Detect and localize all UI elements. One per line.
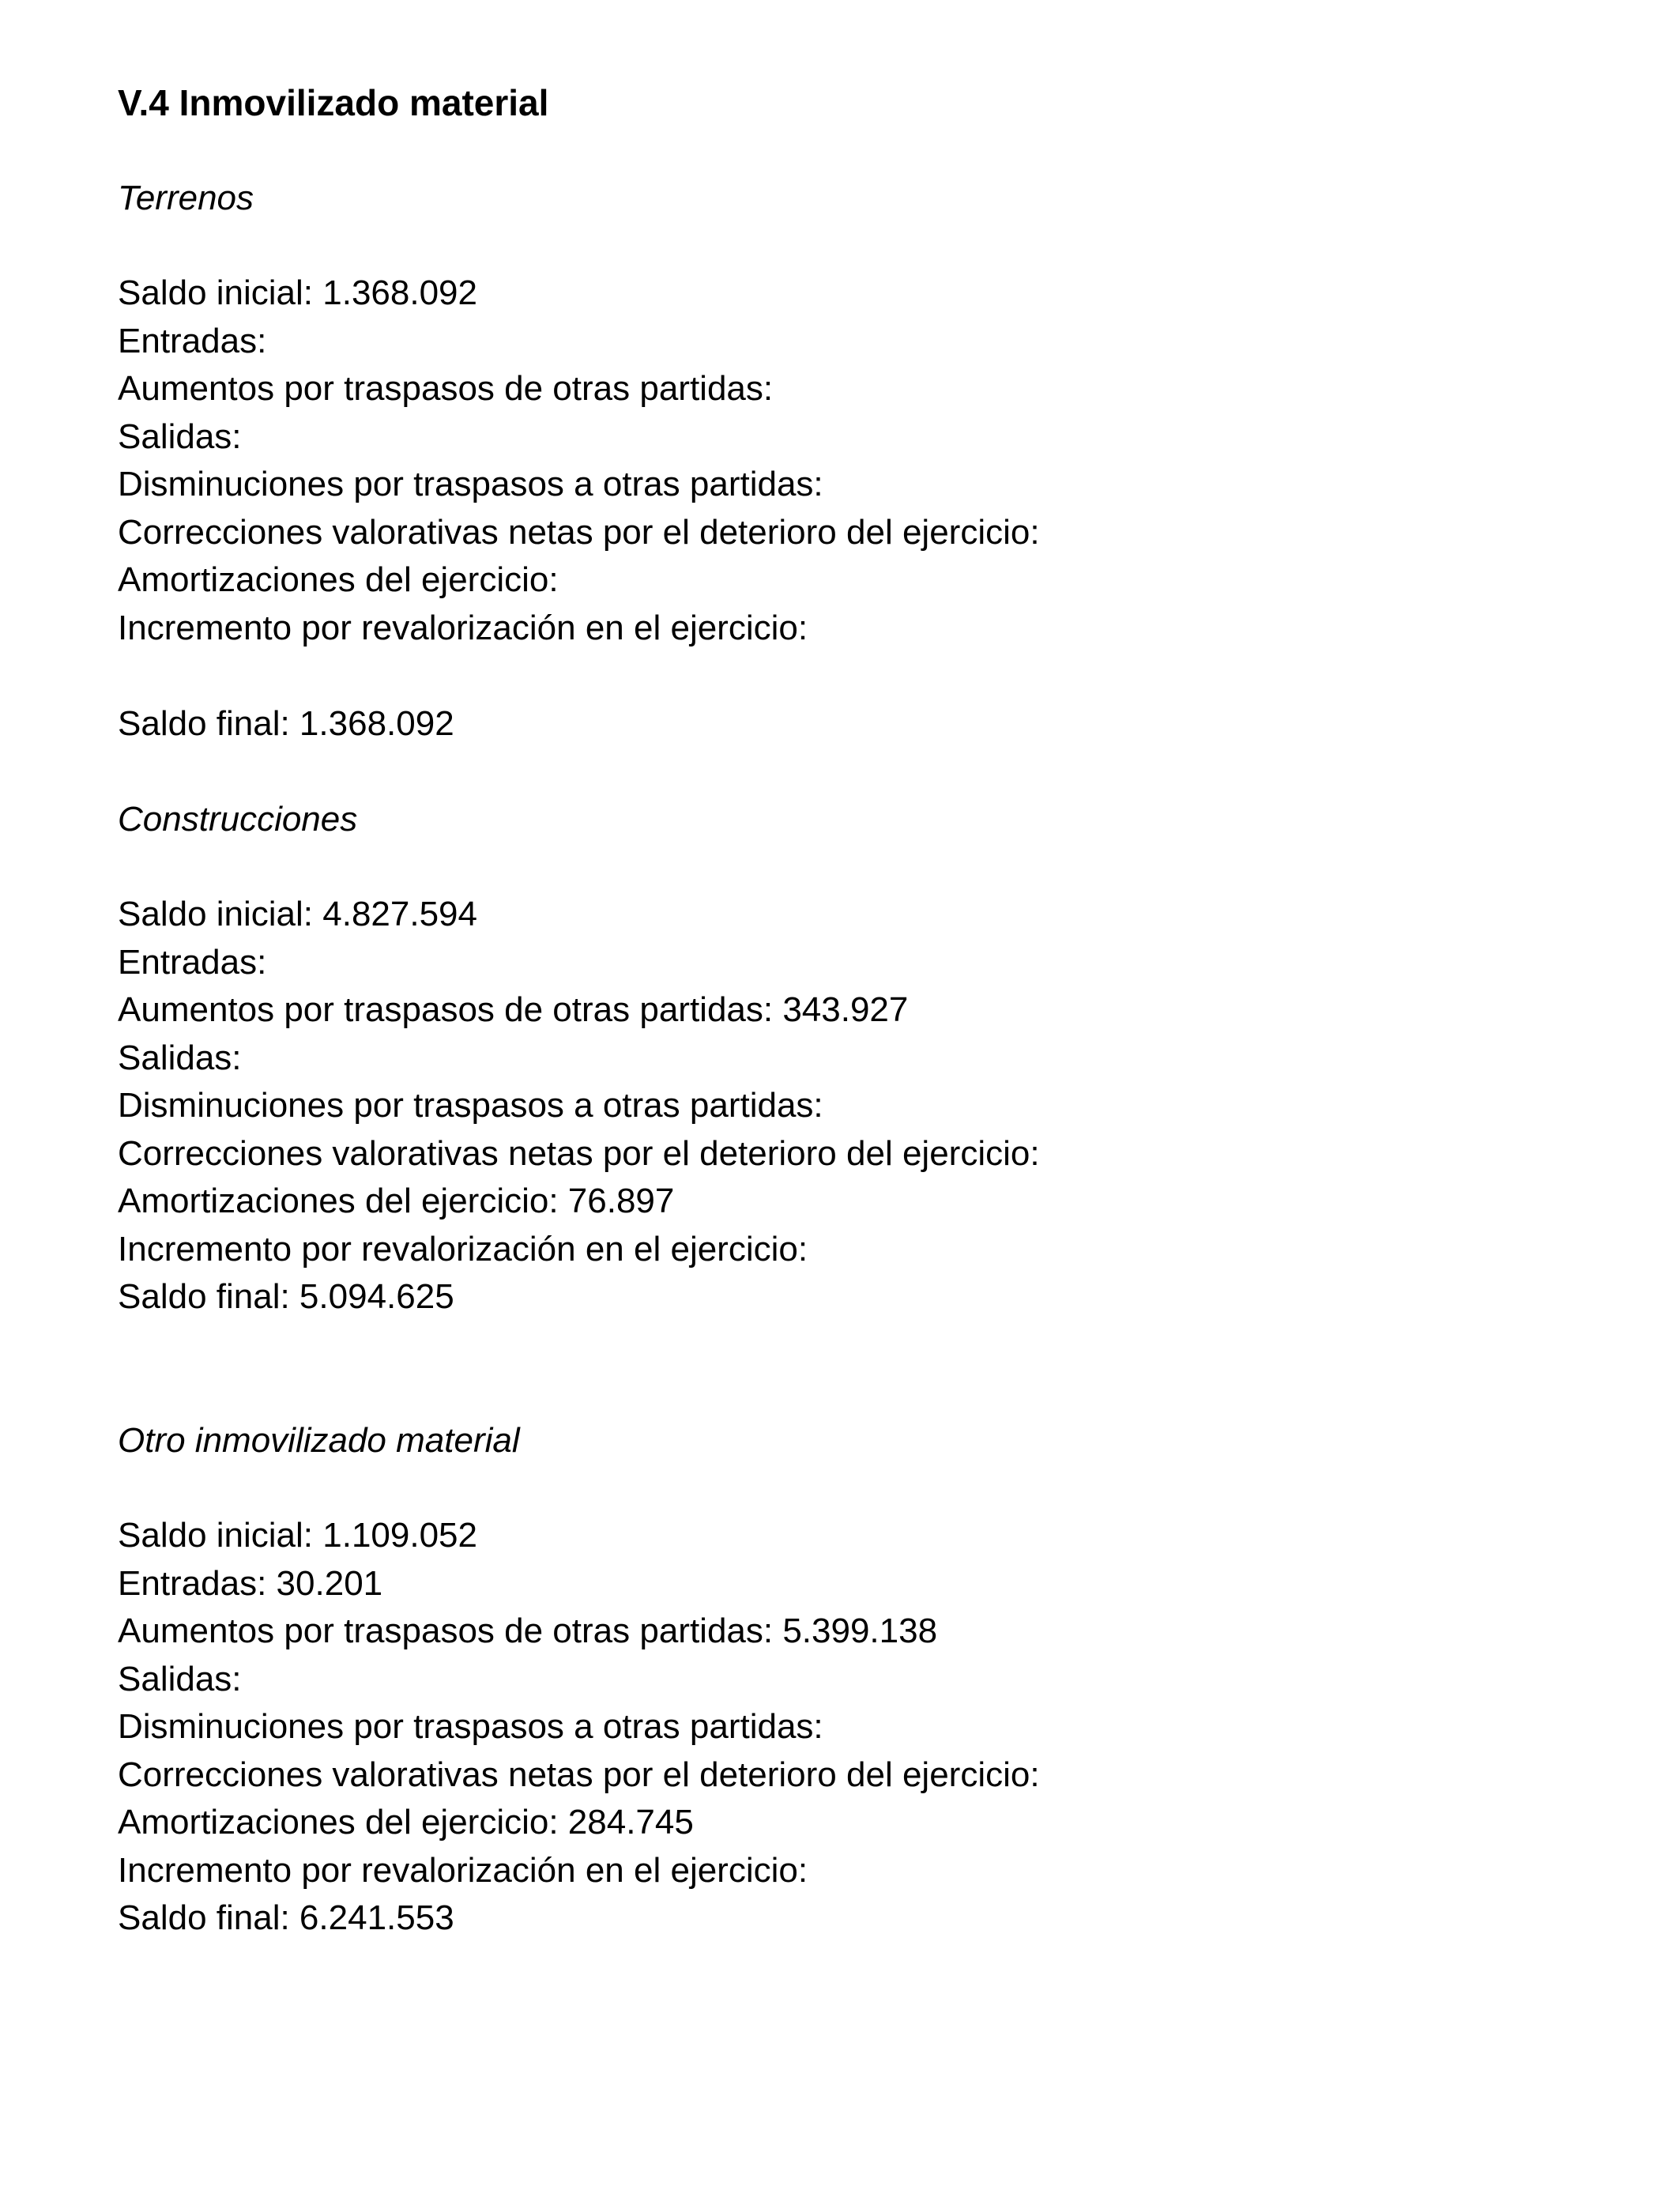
line-disminuciones: Disminuciones por traspasos a otras partidas: [118, 1086, 823, 1125]
line-correcciones: Correcciones valorativas netas por el deterioro del ejercicio: [118, 512, 1040, 552]
line-incremento: Incremento por revalorización en el ejercicio: [118, 1229, 808, 1269]
section-heading: Otro inmovilizado material [118, 1420, 520, 1460]
line-saldo-final: Saldo final: 1.368.092 [118, 703, 454, 743]
line-aumentos: Aumentos por traspasos de otras partidas: 5.399.138 [118, 1612, 938, 1650]
section-terrenos [118, 175, 1588, 748]
section-construcciones [118, 796, 1588, 1321]
section-heading: Construcciones [118, 799, 358, 839]
line-correcciones: Correcciones valorativas netas por el deterioro del ejercicio: [118, 1755, 1040, 1794]
line-disminuciones: Disminuciones por traspasos a otras partidas: [118, 465, 823, 503]
line-salidas: Salidas: [118, 1659, 242, 1698]
line-entradas: Entradas: [118, 942, 267, 982]
line-aumentos: Aumentos por traspasos de otras partidas: 343.927 [118, 990, 909, 1029]
line-incremento: Incremento por revalorización en el ejercicio: [118, 608, 808, 647]
line-entradas: Entradas: 30.201 [118, 1563, 383, 1603]
line-saldo-inicial: Saldo inicial: 4.827.594 [118, 895, 477, 933]
line-correcciones: Correcciones valorativas netas por el deterioro del ejercicio: [118, 1133, 1040, 1173]
document-page [118, 79, 1588, 1943]
line-saldo-inicial: Saldo inicial: 1.368.092 [118, 273, 477, 312]
line-salidas: Salidas: [118, 417, 242, 456]
line-aumentos: Aumentos por traspasos de otras partidas: [118, 369, 774, 408]
page-title: V.4 Inmovilizado material [118, 82, 549, 123]
line-salidas: Salidas: [118, 1038, 242, 1077]
section-otro-inmovilizado [118, 1417, 1588, 1943]
line-amortizaciones: Amortizaciones del ejercicio: 284.745 [118, 1803, 694, 1842]
line-saldo-final: Saldo final: 6.241.553 [118, 1898, 454, 1937]
section-heading: Terrenos [118, 178, 254, 217]
line-amortizaciones: Amortizaciones del ejercicio: [118, 560, 559, 599]
line-disminuciones: Disminuciones por traspasos a otras partidas: [118, 1707, 823, 1746]
line-saldo-final: Saldo final: 5.094.625 [118, 1277, 454, 1316]
line-incremento: Incremento por revalorización en el ejercicio: [118, 1850, 808, 1890]
line-saldo-inicial: Saldo inicial: 1.109.052 [118, 1516, 477, 1555]
line-amortizaciones: Amortizaciones del ejercicio: 76.897 [118, 1182, 675, 1220]
line-entradas: Entradas: [118, 321, 267, 360]
